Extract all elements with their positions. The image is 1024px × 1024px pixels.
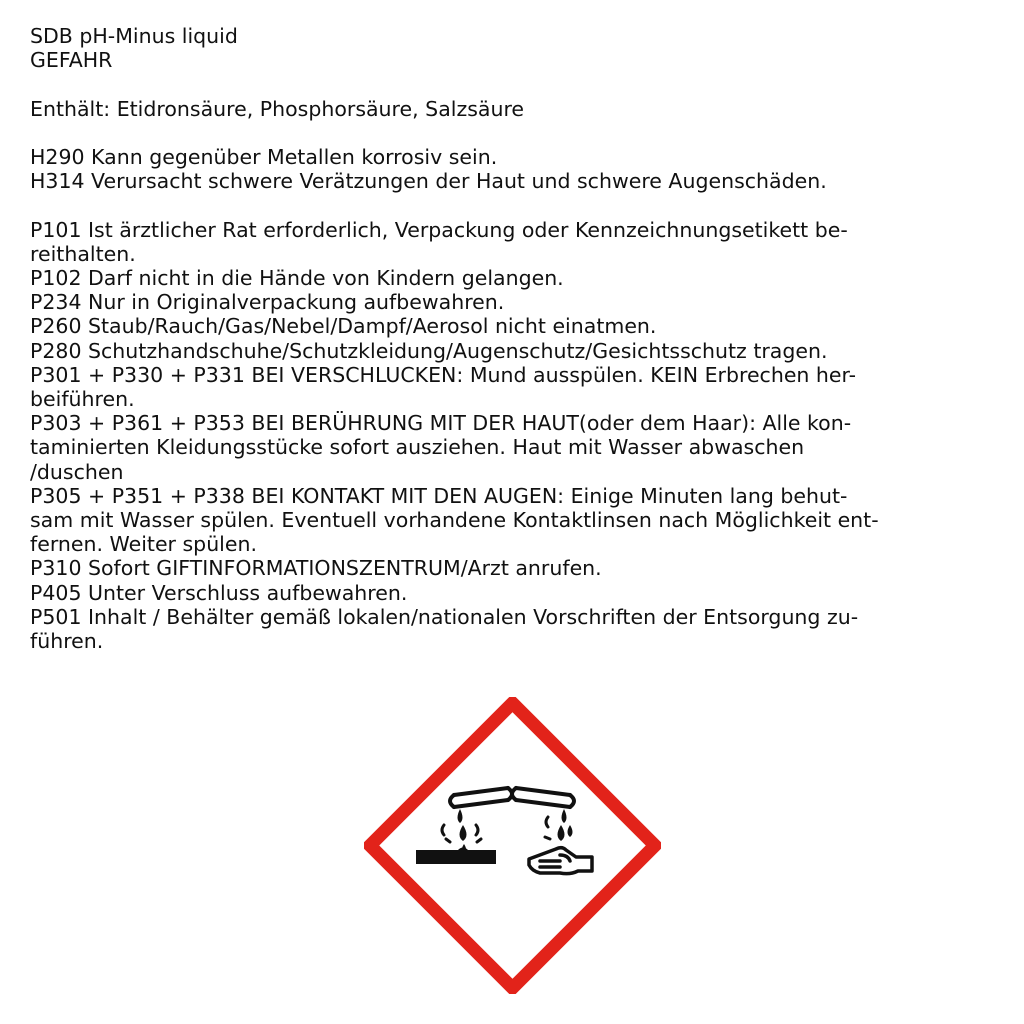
precautionary-line: sam mit Wasser spülen. Eventuell vorhandene Kontaktlinsen nach Möglichkeit ent- xyxy=(30,508,879,533)
precautionary-line: P310 Sofort GIFTINFORMATIONSZENTRUM/Arzt anrufen. xyxy=(30,556,602,581)
product-title: SDB pH-Minus liquid xyxy=(30,24,238,48)
safety-data-text xyxy=(30,24,1005,653)
precautionary-line: P102 Darf nicht in die Hände von Kindern gelangen. xyxy=(30,265,564,290)
precautionary-line: taminierten Kleidungsstücke sofort ausziehen. Haut mit Wasser abwaschen xyxy=(30,435,805,460)
precautionary-line: reithalten. xyxy=(30,241,136,266)
precautionary-line: führen. xyxy=(30,629,104,654)
ghs05-corrosion-icon xyxy=(364,697,661,994)
pictogram-diamond-border xyxy=(370,703,655,988)
spacer xyxy=(30,72,1005,96)
precautionary-line: P280 Schutzhandschuhe/Schutzkleidung/Augenschutz/Gesichtsschutz tragen. xyxy=(30,338,828,363)
precautionary-line: P501 Inhalt / Behälter gemäß lokalen/nationalen Vorschriften der Entsorgung zu- xyxy=(30,604,859,629)
precautionary-line: P301 + P330 + P331 BEI VERSCHLUCKEN: Mund ausspülen. KEIN Erbrechen her- xyxy=(30,362,857,387)
spacer xyxy=(30,193,1005,217)
precautionary-line: P303 + P361 + P353 BEI BERÜHRUNG MIT DER HAUT(oder dem Haar): Alle kon- xyxy=(30,411,852,436)
signal-word: GEFAHR xyxy=(30,48,113,73)
precautionary-line: /duschen xyxy=(30,459,124,484)
precautionary-line: P234 Nur in Originalverpackung aufbewahren. xyxy=(30,290,505,315)
ingredients-line: Enthält: Etidronsäure, Phosphorsäure, Salzsäure xyxy=(30,96,525,121)
precautionary-line: P305 + P351 + P338 BEI KONTAKT MIT DEN AUGEN: Einige Minuten lang behut- xyxy=(30,483,848,508)
hazard-statement-h290: H290 Kann gegenüber Metallen korrosiv sein. xyxy=(30,144,498,169)
precautionary-line: fernen. Weiter spülen. xyxy=(30,532,258,557)
hazard-statement-h314: H314 Verursacht schwere Verätzungen der Haut und schwere Augenschäden. xyxy=(30,169,827,194)
precautionary-line: beiführen. xyxy=(30,387,135,411)
precautionary-line: P260 Staub/Rauch/Gas/Nebel/Dampf/Aerosol nicht einatmen. xyxy=(30,314,657,339)
spacer xyxy=(30,121,1005,145)
precautionary-line: P101 Ist ärztlicher Rat erforderlich, Verpackung oder Kennzeichnungsetikett be- xyxy=(30,217,848,242)
precautionary-line: P405 Unter Verschluss aufbewahren. xyxy=(30,580,408,605)
